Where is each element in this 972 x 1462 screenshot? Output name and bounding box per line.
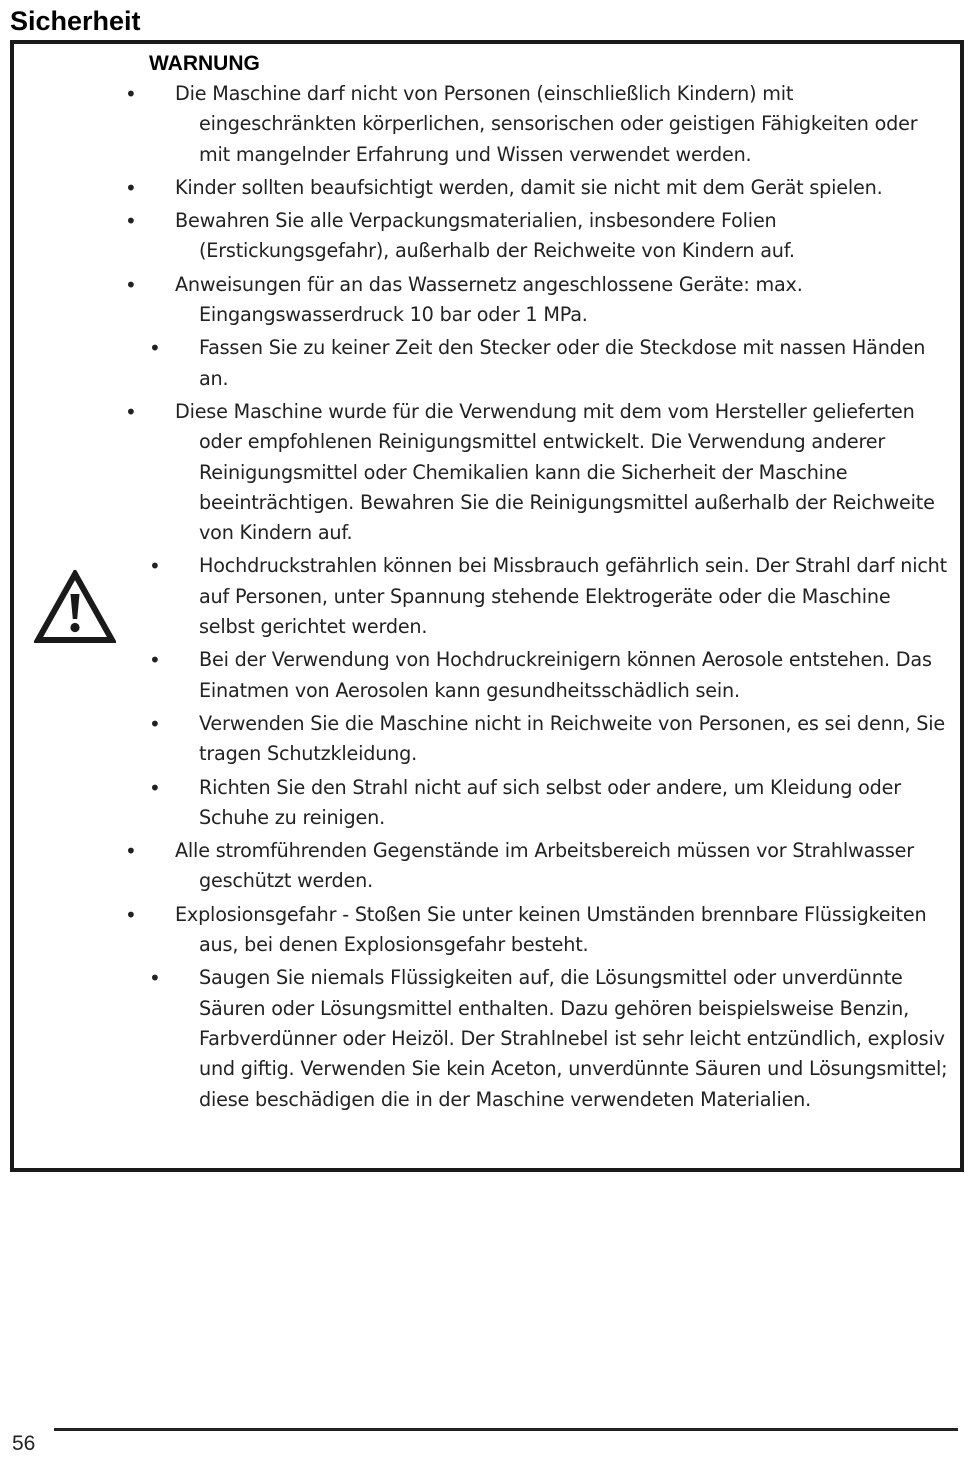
list-item bbox=[125, 270, 949, 331]
list-item-text: Hochdruckstrahlen können bei Missbrauch gefährlich sein. Der Strahl darf nicht auf Personen, unter Spannung stehende Elektrogeräte oder die Maschine selbst gerichtet werden. bbox=[199, 554, 947, 639]
list-item-text: Bewahren Sie alle Verpackungsmaterialien, insbesondere Folien (Erstickungsgefahr), außerhalb der Reichweite von Kindern auf. bbox=[175, 209, 795, 263]
footer-rule bbox=[54, 1428, 958, 1431]
bullet: • bbox=[149, 648, 161, 673]
list-item-text: Diese Maschine wurde für die Verwendung mit dem vom Hersteller gelieferten oder empfohlenen Reinigungsmittel entwickelt. Die Verwendung anderer Reinigungsmittel oder Chemikalien kann die Sicherheit der Maschine beeinträchtigen. Bewahren Sie die Reinigungsmittel außerhalb der Reichweite von Kindern auf. bbox=[175, 399, 935, 545]
list-item-text: Bei der Verwendung von Hochdruckreinigern können Aerosole entstehen. Das Einatmen von Aerosolen kann gesundheitsschädlich sein. bbox=[199, 648, 932, 702]
list-item-text: Kinder sollten beaufsichtigt werden, damit sie nicht mit dem Gerät spielen. bbox=[175, 175, 883, 199]
bullet: • bbox=[125, 399, 137, 424]
bullet: • bbox=[125, 175, 137, 200]
warning-heading: WARNUNG bbox=[149, 52, 260, 75]
bullet: • bbox=[125, 272, 137, 297]
bullet: • bbox=[125, 209, 137, 234]
list-item bbox=[125, 206, 949, 267]
list-item bbox=[125, 836, 949, 897]
list-item bbox=[149, 963, 949, 1114]
warning-triangle-icon bbox=[34, 570, 116, 644]
bullet: • bbox=[125, 839, 137, 864]
bullet: • bbox=[149, 336, 161, 361]
list-item-text: Richten Sie den Strahl nicht auf sich selbst oder andere, um Kleidung oder Schuhe zu reinigen. bbox=[199, 775, 901, 829]
list-item bbox=[125, 900, 949, 961]
list-item-text: Verwenden Sie die Maschine nicht in Reichweite von Personen, es sei denn, Sie tragen Schutzkleidung. bbox=[199, 711, 946, 766]
warning-content bbox=[125, 50, 949, 1118]
list-item-text: Explosionsgefahr - Stoßen Sie unter keinen Umständen brennbare Flüssigkeiten aus, bei denen Explosionsgefahr besteht. bbox=[175, 902, 927, 957]
bullet: • bbox=[149, 554, 161, 579]
page-number: 56 bbox=[12, 1432, 36, 1455]
section-title: Sicherheit bbox=[10, 6, 141, 36]
list-item-text: Saugen Sie niemals Flüssigkeiten auf, die Lösungsmittel oder unverdünnte Säuren oder Lösungsmittel enthalten. Dazu gehören beispielsweise Benzin, Farbverdünner oder Heizöl. Der Strahlnebel ist sehr leicht entzündlich, explosiv und giftig. Verwenden Sie kein Aceton, unverdünnte Säuren und Lösungsmittel; diese beschädigen die in der Maschine verwendeten Materialien. bbox=[199, 966, 948, 1111]
warning-list bbox=[125, 79, 949, 1115]
list-item-text: Die Maschine darf nicht von Personen (einschließlich Kindern) mit eingeschränkten körperlichen, sensorischen oder geistigen Fähigkeiten oder mit mangelnder Erfahrung und Wissen verwendet werden. bbox=[175, 82, 918, 166]
bullet: • bbox=[125, 902, 137, 927]
bullet: • bbox=[149, 966, 161, 991]
list-item bbox=[149, 645, 949, 706]
bullet: • bbox=[125, 82, 137, 106]
warning-box bbox=[10, 40, 964, 1172]
bullet: • bbox=[149, 711, 161, 736]
bullet: • bbox=[149, 775, 161, 800]
list-item-text: Fassen Sie zu keiner Zeit den Stecker oder die Steckdose mit nassen Händen an. bbox=[199, 336, 926, 390]
list-item bbox=[149, 333, 949, 394]
list-item-text: Anweisungen für an das Wassernetz angeschlossene Geräte: max. Eingangswasserdruck 10 bar oder 1 MPa. bbox=[175, 272, 803, 327]
list-item bbox=[125, 173, 949, 203]
list-item bbox=[149, 709, 949, 770]
list-item bbox=[149, 551, 949, 642]
list-item bbox=[149, 773, 949, 834]
list-item-text: Alle stromführenden Gegenstände im Arbeitsbereich müssen vor Strahlwasser geschützt werden. bbox=[175, 839, 914, 893]
list-item bbox=[125, 397, 949, 548]
list-item bbox=[125, 79, 949, 170]
